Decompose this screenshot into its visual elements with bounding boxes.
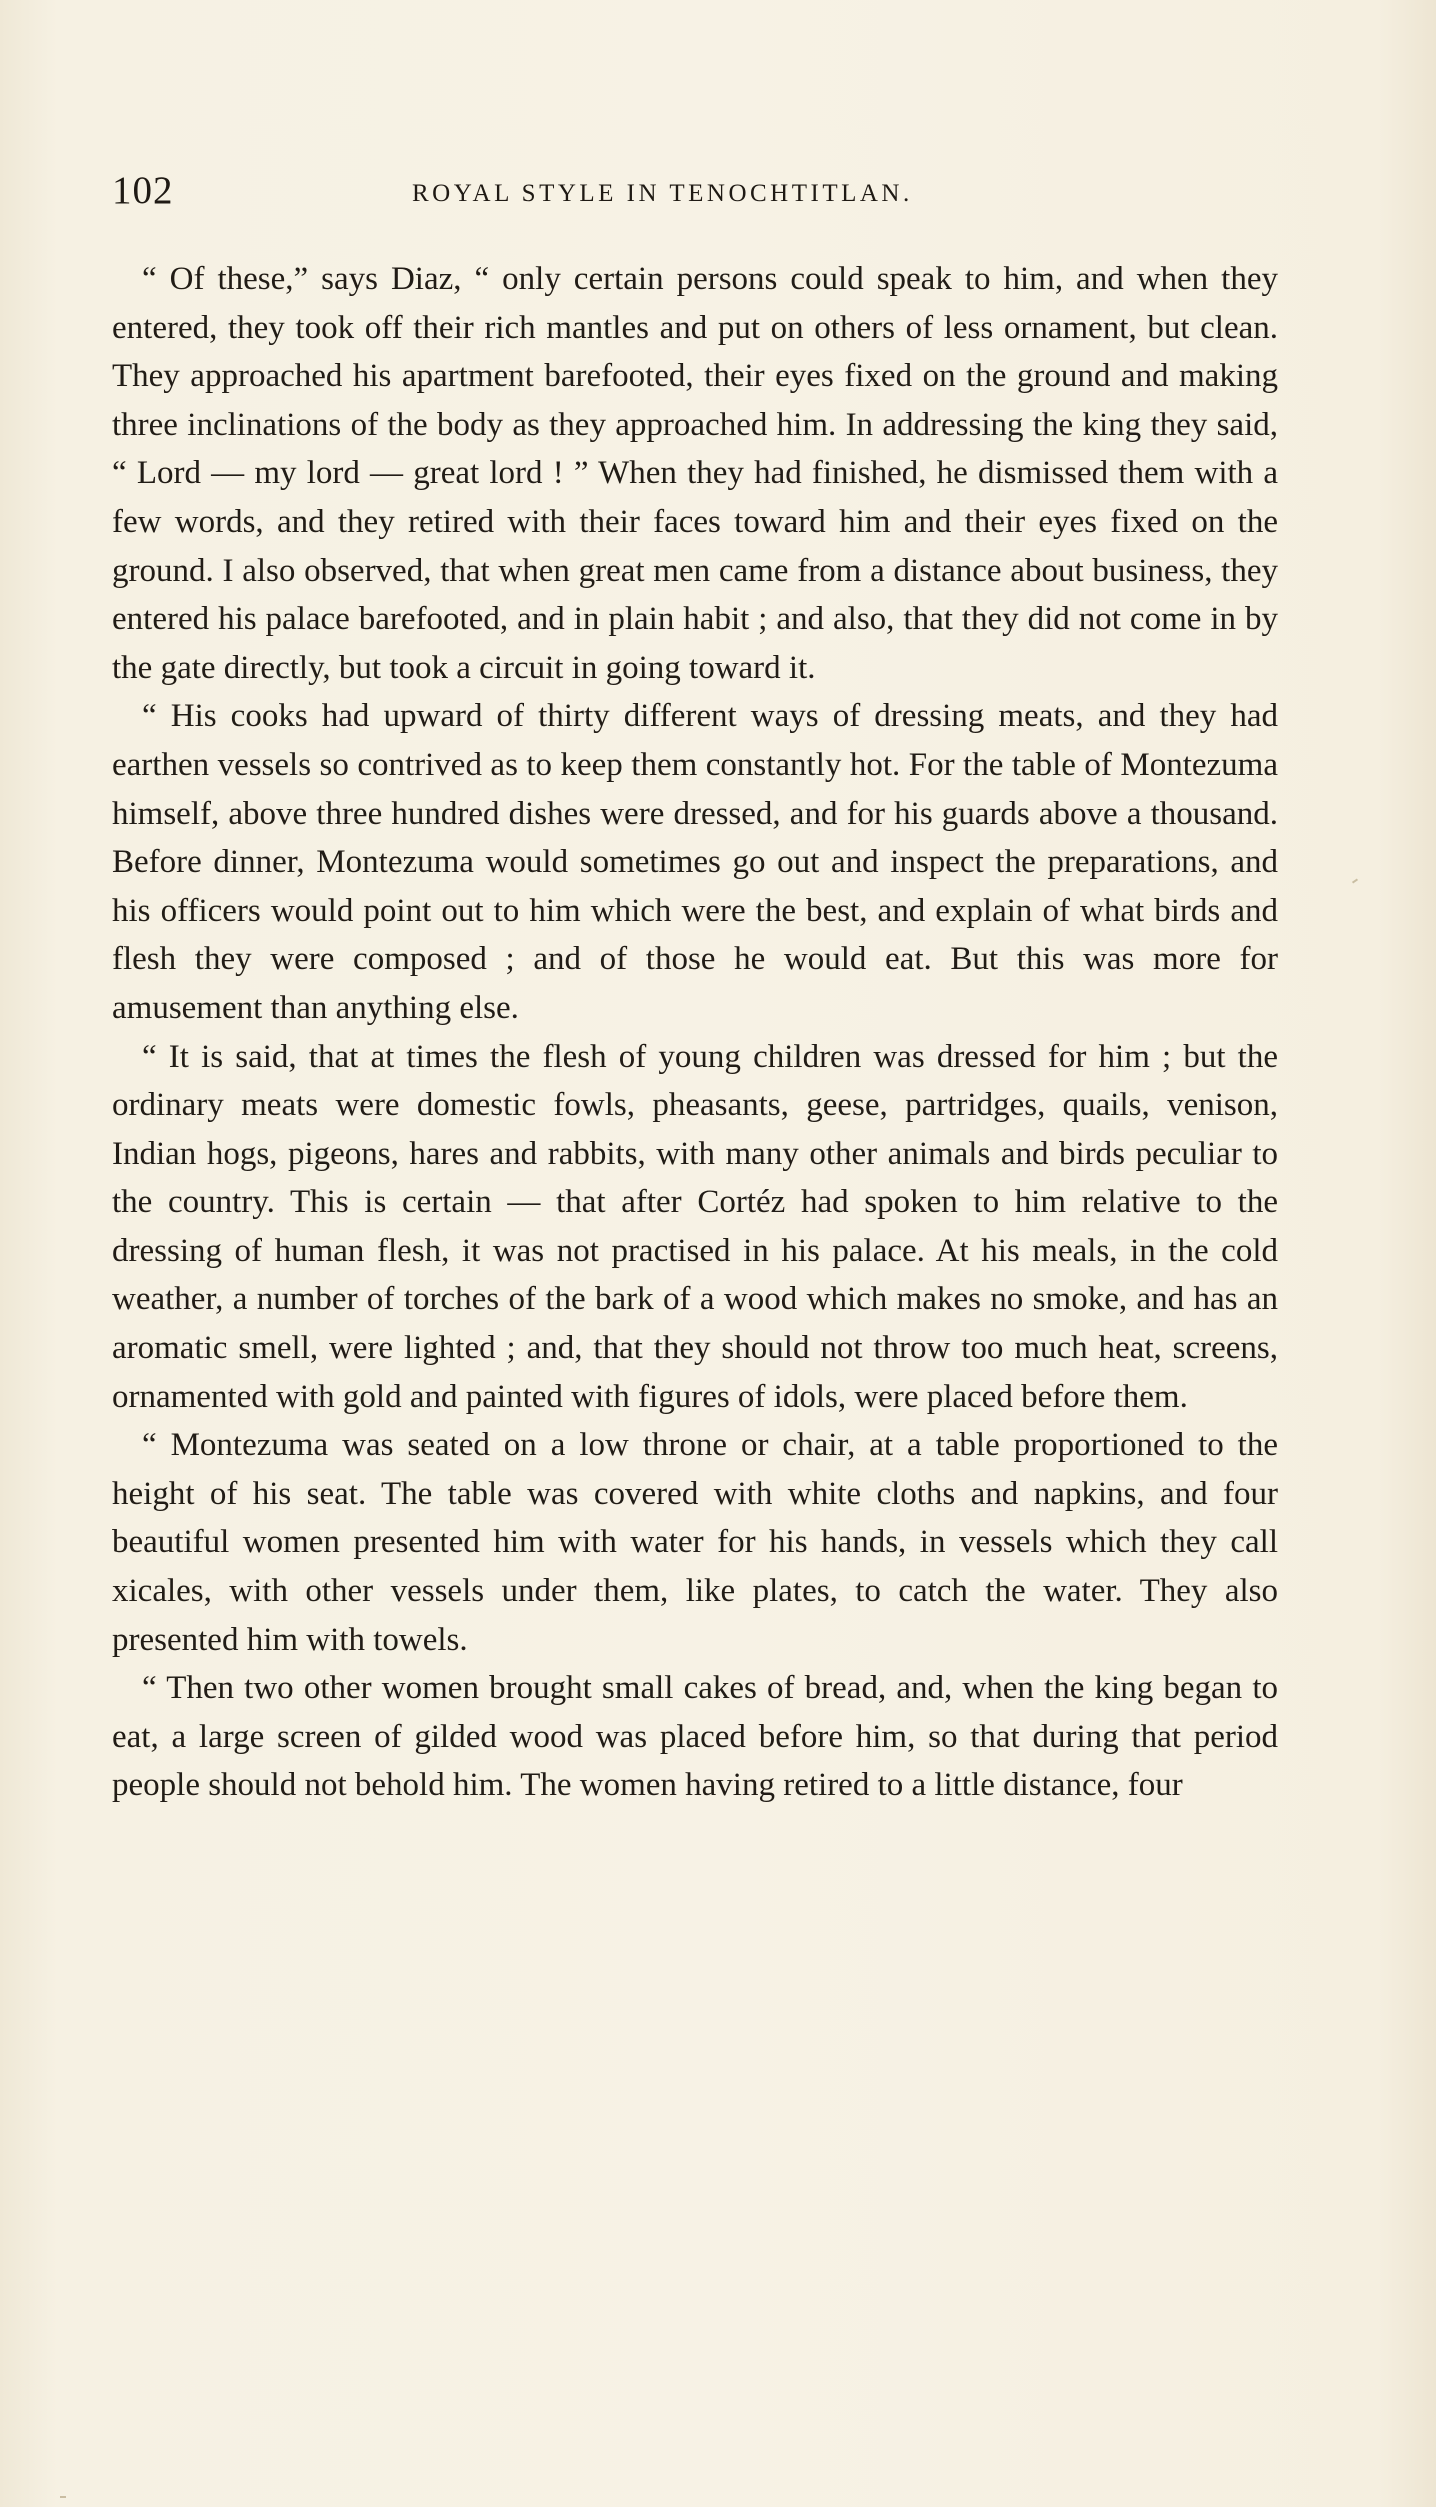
paragraph-3: “ It is said, that at times the flesh of young children was dressed for him ; but the ordinary meats were domestic fowls, pheasants, geese, partridges, quails, venison, Indian hogs, pigeons, hares and rabbits, with many other animals and birds peculiar to the country. This is certain — that after Cortéz had spoken to him relative to the dressing of human flesh, it was not practised in his palace. At his meals, in the cold weather, a number of torches of the bark of a wood which makes no smoke, and has an aromatic smell, were lighted ; and, that they should not throw too much heat, screens, ornamented with gold and painted with figures of idols, were placed before them. — [112, 1038, 1278, 1415]
paper-speck — [1352, 878, 1358, 883]
paper-speck — [60, 2496, 66, 2498]
paragraph-2: “ His cooks had upward of thirty different ways of dressing meats, and they had earthen vessels so contrived as to keep them constantly hot. For the table of Montezuma himself, above three hundred dishes were dressed, and for his guards above a thousand. Before dinner, Montezuma would sometimes go out and inspect the preparations, and his officers would point out to him which were the best, and explain of what birds and flesh they were composed ; and of those he would eat. But this was more for amusement than anything else. — [112, 698, 1278, 1026]
body-text — [112, 255, 1278, 1810]
paragraph-4: “ Montezuma was seated on a low throne or chair, at a table proportioned to the height of his seat. The table was covered with white cloths and napkins, and four beautiful women presented him with water for his hands, in vessels which they call xicales, with other vessels under them, like plates, to catch the water. They also presented him with towels. — [112, 1427, 1278, 1658]
page-number: 102 — [112, 169, 174, 212]
paragraph-5: “ Then two other women brought small cakes of bread, and, when the king began to eat, a large screen of gilded wood was placed before him, so that during that period people should not behold him. The women having retired to a little distance, four — [112, 1670, 1278, 1804]
page-header — [112, 168, 1282, 218]
paragraph-1: “ Of these,” says Diaz, “ only certain persons could speak to him, and when they entered, they took off their rich mantles and put on others of less ornament, but clean. They approached his apartment barefooted, their eyes fixed on the ground and making three inclinations of the body as they approached him. In addressing the king they said, “ Lord — my lord — great lord ! ” When they had finished, he dismissed them with a few words, and they retired with their faces toward him and their eyes fixed on the ground. I also observed, that when great men came from a distance about business, they entered his palace barefooted, and in plain habit ; and also, that they did not come in by the gate directly, but took a circuit in going toward it. — [112, 261, 1278, 686]
running-title: ROYAL STYLE IN TENOCHTITLAN. — [412, 180, 913, 207]
